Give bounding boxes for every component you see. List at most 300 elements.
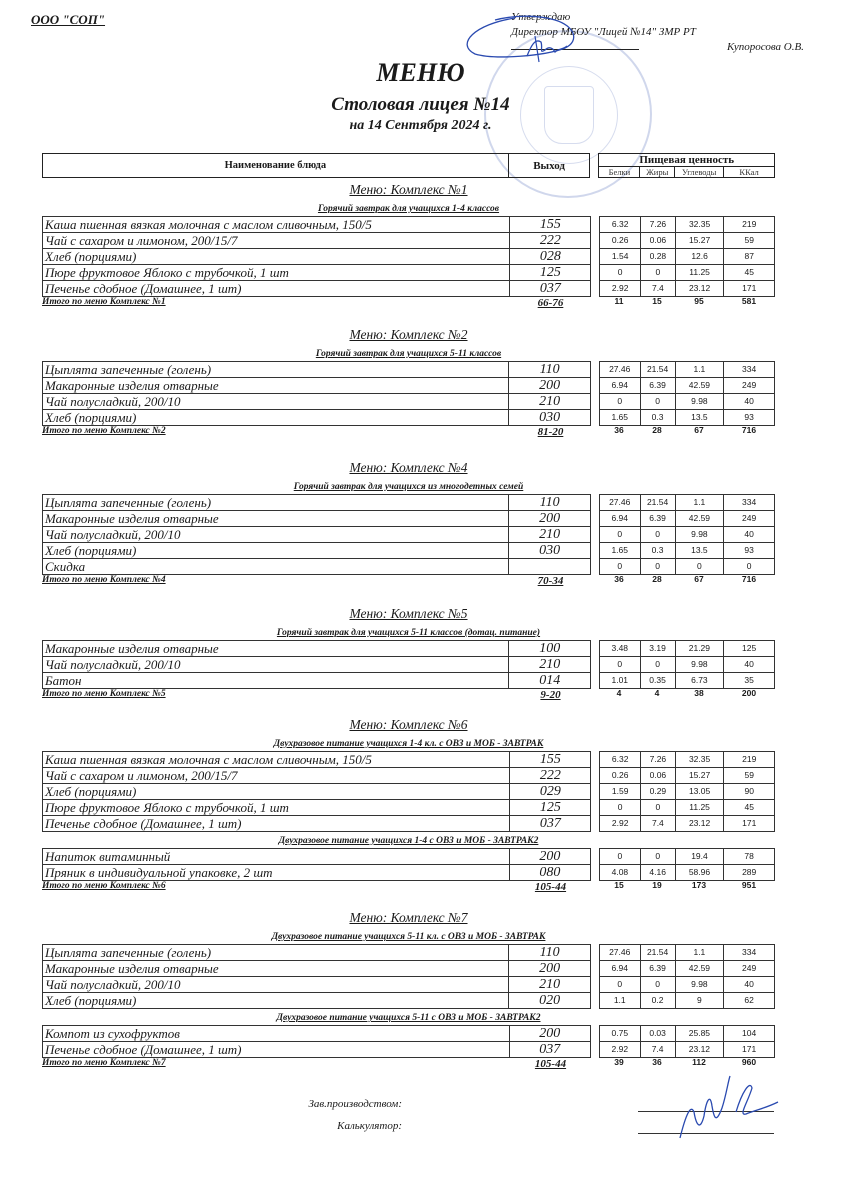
dish-output: 200 bbox=[509, 849, 590, 865]
dish-protein: 27.46 bbox=[599, 945, 640, 961]
table-row bbox=[43, 527, 775, 543]
dish-fat: 0 bbox=[640, 977, 675, 993]
menu-table bbox=[42, 216, 775, 297]
dish-fat: 0 bbox=[641, 265, 676, 281]
total-protein: 36 bbox=[614, 574, 624, 584]
dish-kcal: 249 bbox=[724, 961, 775, 977]
total-label: Итого по меню Комплекс №1 bbox=[42, 297, 166, 307]
group-title: Двухразовое питание учащихся 5-11 с ОВЗ и МОБ - ЗАВТРАК2 bbox=[276, 1013, 541, 1023]
dish-output: 210 bbox=[509, 977, 590, 993]
dish-output: 155 bbox=[510, 217, 591, 233]
column-gap bbox=[590, 543, 599, 559]
approval-signatory: Купоросова О.В. bbox=[727, 41, 804, 53]
dish-kcal: 93 bbox=[724, 543, 775, 559]
menu-table bbox=[42, 1025, 775, 1058]
dish-carbs: 15.27 bbox=[675, 768, 724, 784]
column-gap bbox=[590, 657, 599, 673]
dish-carbs: 1.1 bbox=[675, 495, 724, 511]
dish-carbs: 13.5 bbox=[675, 543, 724, 559]
total-label: Итого по меню Комплекс №4 bbox=[42, 575, 166, 585]
dish-carbs: 6.73 bbox=[675, 673, 724, 689]
column-header-protein: Белки bbox=[599, 167, 640, 178]
column-gap bbox=[591, 217, 600, 233]
menu-table bbox=[42, 944, 775, 1009]
dish-carbs: 15.27 bbox=[675, 233, 724, 249]
dish-fat: 7.26 bbox=[641, 217, 676, 233]
table-row bbox=[43, 233, 775, 249]
dish-protein: 6.94 bbox=[599, 961, 640, 977]
dish-carbs: 9.98 bbox=[675, 394, 724, 410]
dish-kcal: 40 bbox=[724, 394, 775, 410]
dish-kcal: 62 bbox=[724, 993, 775, 1009]
menu-section bbox=[42, 604, 775, 703]
column-gap bbox=[591, 849, 600, 865]
dish-kcal: 90 bbox=[724, 784, 775, 800]
column-gap bbox=[590, 394, 599, 410]
dish-protein: 1.54 bbox=[600, 249, 641, 265]
group-title: Горячий завтрак для учащихся из многодетных семей bbox=[293, 482, 524, 492]
total-fat: 19 bbox=[652, 880, 662, 890]
dish-fat: 7.4 bbox=[641, 281, 676, 297]
approval-line1: Утверждаю bbox=[511, 11, 571, 23]
column-gap bbox=[590, 410, 599, 426]
dish-name: Хлеб (порциями) bbox=[43, 410, 509, 426]
dish-output: 037 bbox=[510, 281, 591, 297]
dish-output: 222 bbox=[510, 233, 591, 249]
dish-fat: 6.39 bbox=[640, 961, 675, 977]
column-gap bbox=[590, 945, 599, 961]
total-protein: 36 bbox=[614, 425, 624, 435]
column-gap bbox=[590, 961, 599, 977]
table-row bbox=[43, 511, 775, 527]
dish-protein: 2.92 bbox=[600, 816, 641, 832]
table-row bbox=[43, 394, 775, 410]
menu-title: Меню: Комплекс №7 bbox=[349, 910, 468, 925]
dish-output: 110 bbox=[509, 362, 590, 378]
approval-line2: Директор МБОУ "Лицей №14" ЗМР РТ bbox=[511, 26, 696, 38]
dish-name: Чай полусладкий, 200/10 bbox=[43, 394, 509, 410]
dish-output: 080 bbox=[509, 865, 590, 881]
column-gap bbox=[590, 378, 599, 394]
dish-kcal: 87 bbox=[724, 249, 775, 265]
table-row bbox=[43, 543, 775, 559]
dish-carbs: 23.12 bbox=[675, 1042, 724, 1058]
dish-protein: 0.26 bbox=[600, 233, 641, 249]
table-row bbox=[43, 865, 775, 881]
table-row bbox=[43, 378, 775, 394]
dish-protein: 1.1 bbox=[599, 993, 640, 1009]
organization-name: ООО "СОП" bbox=[31, 12, 106, 27]
menu-title: Меню: Комплекс №6 bbox=[349, 717, 468, 732]
dish-carbs: 1.1 bbox=[675, 362, 724, 378]
total-kcal: 951 bbox=[741, 880, 757, 890]
total-fat: 36 bbox=[652, 1057, 662, 1067]
dish-kcal: 171 bbox=[724, 281, 775, 297]
dish-protein: 0 bbox=[600, 800, 641, 816]
page-date: на 14 Сентября 2024 г. bbox=[349, 118, 492, 133]
dish-fat: 0.3 bbox=[640, 410, 675, 426]
table-row bbox=[43, 362, 775, 378]
dish-name: Цыплята запеченные (голень) bbox=[43, 945, 509, 961]
dish-protein: 27.46 bbox=[599, 495, 640, 511]
group-title: Горячий завтрак для учащихся 5-11 классов (дотац. питание) bbox=[276, 628, 541, 638]
dish-fat: 7.4 bbox=[640, 1042, 675, 1058]
total-kcal: 716 bbox=[741, 425, 757, 435]
menu-table bbox=[42, 751, 775, 832]
dish-kcal: 334 bbox=[724, 945, 775, 961]
dish-fat: 0 bbox=[640, 527, 675, 543]
dish-kcal: 334 bbox=[724, 495, 775, 511]
menu-total-row bbox=[42, 881, 775, 895]
dish-output: 030 bbox=[509, 410, 590, 426]
dish-carbs: 9 bbox=[675, 993, 724, 1009]
column-gap bbox=[590, 495, 599, 511]
dish-output: 028 bbox=[510, 249, 591, 265]
dish-carbs: 42.59 bbox=[675, 511, 724, 527]
dish-output: 210 bbox=[509, 527, 590, 543]
dish-protein: 6.32 bbox=[600, 217, 641, 233]
dish-carbs: 23.12 bbox=[675, 816, 724, 832]
menu-total-row bbox=[42, 426, 775, 440]
column-gap bbox=[591, 768, 600, 784]
total-carbs: 67 bbox=[694, 425, 704, 435]
total-protein: 15 bbox=[614, 880, 624, 890]
dish-fat: 3.19 bbox=[640, 641, 675, 657]
column-header-kcal: ККал bbox=[724, 167, 775, 178]
dish-fat: 0 bbox=[640, 559, 675, 575]
total-kcal: 581 bbox=[741, 296, 757, 306]
production-head-label: Зав.производством: bbox=[308, 1098, 402, 1110]
menu-table bbox=[42, 494, 775, 575]
dish-name: Макаронные изделия отварные bbox=[43, 378, 509, 394]
dish-output: 030 bbox=[509, 543, 590, 559]
table-header bbox=[42, 153, 775, 178]
dish-output: 125 bbox=[510, 800, 591, 816]
dish-kcal: 219 bbox=[724, 752, 775, 768]
dish-protein: 2.92 bbox=[599, 1042, 640, 1058]
column-gap bbox=[591, 1042, 600, 1058]
dish-carbs: 0 bbox=[675, 559, 724, 575]
total-fat: 28 bbox=[652, 574, 662, 584]
dish-name: Чай полусладкий, 200/10 bbox=[43, 657, 509, 673]
dish-carbs: 42.59 bbox=[675, 378, 724, 394]
dish-name: Печенье сдобное (Домашнее, 1 шт) bbox=[43, 281, 510, 297]
dish-protein: 6.94 bbox=[599, 378, 640, 394]
dish-kcal: 35 bbox=[724, 673, 775, 689]
total-fat: 28 bbox=[652, 425, 662, 435]
table-row bbox=[43, 641, 775, 657]
menu-total-row bbox=[42, 1058, 775, 1072]
dish-kcal: 171 bbox=[724, 816, 775, 832]
menu-title: Меню: Комплекс №4 bbox=[349, 460, 468, 475]
dish-kcal: 249 bbox=[724, 511, 775, 527]
column-gap bbox=[590, 154, 599, 178]
dish-fat: 0.28 bbox=[641, 249, 676, 265]
dish-kcal: 104 bbox=[724, 1026, 775, 1042]
column-gap bbox=[591, 752, 600, 768]
dish-name: Компот из сухофруктов bbox=[43, 1026, 510, 1042]
dish-fat: 0.06 bbox=[641, 233, 676, 249]
table-row bbox=[43, 410, 775, 426]
dish-name: Пюре фруктовое Яблоко с трубочкой, 1 шт bbox=[43, 265, 510, 281]
total-kcal: 960 bbox=[741, 1057, 757, 1067]
dish-fat: 0.06 bbox=[641, 768, 676, 784]
total-carbs: 95 bbox=[694, 296, 704, 306]
table-row bbox=[43, 977, 775, 993]
total-price: 105-44 bbox=[534, 1058, 567, 1070]
table-row bbox=[43, 673, 775, 689]
dish-name: Чай полусладкий, 200/10 bbox=[43, 977, 509, 993]
total-fat: 4 bbox=[654, 688, 660, 698]
table-row bbox=[43, 784, 775, 800]
dish-fat: 0.3 bbox=[640, 543, 675, 559]
dish-kcal: 93 bbox=[724, 410, 775, 426]
total-label: Итого по меню Комплекс №6 bbox=[42, 881, 166, 891]
dish-protein: 0 bbox=[600, 849, 641, 865]
dish-carbs: 25.85 bbox=[675, 1026, 724, 1042]
menu-section bbox=[42, 180, 775, 311]
dish-carbs: 11.25 bbox=[675, 800, 724, 816]
column-header-output: Выход bbox=[508, 154, 590, 178]
dish-name: Чай с сахаром и лимоном, 200/15/7 bbox=[43, 233, 510, 249]
dish-protein: 0 bbox=[599, 527, 640, 543]
dish-name: Макаронные изделия отварные bbox=[43, 961, 509, 977]
dish-output: 200 bbox=[509, 961, 590, 977]
dish-protein: 3.48 bbox=[599, 641, 640, 657]
director-signature-icon bbox=[455, 6, 595, 66]
column-gap bbox=[591, 233, 600, 249]
column-header-fat: Жиры bbox=[640, 167, 675, 178]
menu-total-row bbox=[42, 689, 775, 703]
dish-kcal: 45 bbox=[724, 265, 775, 281]
dish-protein: 0.26 bbox=[600, 768, 641, 784]
menu-section bbox=[42, 715, 775, 895]
production-head-signature-icon bbox=[670, 1072, 780, 1142]
table-row bbox=[43, 1042, 775, 1058]
column-gap bbox=[590, 977, 599, 993]
dish-fat: 6.39 bbox=[640, 511, 675, 527]
total-price: 105-44 bbox=[534, 881, 567, 893]
group-title: Двухразовое питание учащихся 1-4 с ОВЗ и МОБ - ЗАВТРАК2 bbox=[278, 836, 539, 846]
dish-output: 110 bbox=[509, 495, 590, 511]
dish-fat: 0 bbox=[640, 849, 675, 865]
total-price: 81-20 bbox=[537, 426, 564, 438]
column-gap bbox=[590, 511, 599, 527]
dish-name: Чай с сахаром и лимоном, 200/15/7 bbox=[43, 768, 510, 784]
dish-kcal: 219 bbox=[724, 217, 775, 233]
dish-kcal: 171 bbox=[724, 1042, 775, 1058]
dish-carbs: 21.29 bbox=[675, 641, 724, 657]
dish-fat: 21.54 bbox=[640, 362, 675, 378]
menu-title: Меню: Комплекс №2 bbox=[349, 327, 468, 342]
dish-carbs: 32.35 bbox=[675, 217, 724, 233]
dish-name: Цыплята запеченные (голень) bbox=[43, 495, 509, 511]
dish-output: 210 bbox=[509, 394, 590, 410]
dish-kcal: 0 bbox=[724, 559, 775, 575]
table-row bbox=[43, 265, 775, 281]
table-row bbox=[43, 217, 775, 233]
dish-protein: 27.46 bbox=[599, 362, 640, 378]
menu-title: Меню: Комплекс №1 bbox=[349, 182, 468, 197]
total-price: 70-34 bbox=[537, 575, 564, 587]
dish-protein: 0.75 bbox=[599, 1026, 640, 1042]
menu-table bbox=[42, 640, 775, 689]
dish-protein: 0 bbox=[599, 977, 640, 993]
dish-output: 014 bbox=[509, 673, 590, 689]
total-label: Итого по меню Комплекс №5 bbox=[42, 689, 166, 699]
page-subtitle: Столовая лицея №14 bbox=[331, 94, 510, 115]
dish-output: 037 bbox=[509, 1042, 590, 1058]
dish-carbs: 9.98 bbox=[675, 977, 724, 993]
dish-fat: 21.54 bbox=[640, 495, 675, 511]
dish-fat: 7.26 bbox=[641, 752, 676, 768]
dish-kcal: 125 bbox=[724, 641, 775, 657]
dish-output bbox=[509, 559, 590, 575]
total-label: Итого по меню Комплекс №7 bbox=[42, 1058, 166, 1068]
total-carbs: 173 bbox=[691, 880, 707, 890]
column-gap bbox=[590, 559, 599, 575]
total-fat: 15 bbox=[652, 296, 662, 306]
dish-name: Цыплята запеченные (голень) bbox=[43, 362, 509, 378]
total-protein: 4 bbox=[616, 688, 622, 698]
column-gap bbox=[590, 673, 599, 689]
dish-kcal: 59 bbox=[724, 768, 775, 784]
column-gap bbox=[591, 1026, 600, 1042]
menu-total-row bbox=[42, 297, 775, 311]
column-gap bbox=[591, 784, 600, 800]
dish-protein: 1.59 bbox=[600, 784, 641, 800]
dish-protein: 4.08 bbox=[600, 865, 641, 881]
table-row bbox=[43, 249, 775, 265]
table-row bbox=[43, 993, 775, 1009]
dish-name: Печенье сдобное (Домашнее, 1 шт) bbox=[43, 1042, 510, 1058]
dish-carbs: 42.59 bbox=[675, 961, 724, 977]
dish-kcal: 249 bbox=[724, 378, 775, 394]
dish-carbs: 1.1 bbox=[675, 945, 724, 961]
dish-name: Батон bbox=[43, 673, 509, 689]
table-row bbox=[43, 768, 775, 784]
dish-carbs: 23.12 bbox=[675, 281, 724, 297]
dish-fat: 7.4 bbox=[641, 816, 676, 832]
dish-protein: 1.01 bbox=[599, 673, 640, 689]
menu-section bbox=[42, 908, 775, 1072]
dish-output: 037 bbox=[510, 816, 591, 832]
total-protein: 11 bbox=[614, 296, 624, 306]
dish-name: Хлеб (порциями) bbox=[43, 249, 510, 265]
dish-kcal: 334 bbox=[724, 362, 775, 378]
dish-protein: 2.92 bbox=[600, 281, 641, 297]
dish-fat: 0.2 bbox=[640, 993, 675, 1009]
dish-name: Напиток витаминный bbox=[43, 849, 510, 865]
total-carbs: 38 bbox=[694, 688, 704, 698]
dish-protein: 6.94 bbox=[599, 511, 640, 527]
total-kcal: 716 bbox=[741, 574, 757, 584]
column-gap bbox=[590, 641, 599, 657]
dish-kcal: 45 bbox=[724, 800, 775, 816]
dish-output: 110 bbox=[509, 945, 590, 961]
dish-protein: 0 bbox=[599, 657, 640, 673]
table-row bbox=[43, 1026, 775, 1042]
column-header-name: Наименование блюда bbox=[43, 154, 509, 178]
dish-name: Хлеб (порциями) bbox=[43, 993, 509, 1009]
column-gap bbox=[590, 527, 599, 543]
page-title: МЕНЮ bbox=[376, 58, 465, 87]
column-gap bbox=[591, 816, 600, 832]
column-gap bbox=[590, 362, 599, 378]
dish-fat: 0.35 bbox=[640, 673, 675, 689]
column-gap bbox=[591, 249, 600, 265]
dish-name: Скидка bbox=[43, 559, 509, 575]
menu-total-row bbox=[42, 575, 775, 589]
table-row bbox=[43, 945, 775, 961]
dish-kcal: 40 bbox=[724, 527, 775, 543]
dish-output: 200 bbox=[509, 1026, 590, 1042]
dish-output: 200 bbox=[509, 378, 590, 394]
group-title: Горячий завтрак для учащихся 5-11 классов bbox=[315, 349, 502, 359]
menu-table bbox=[42, 361, 775, 426]
table-row bbox=[43, 816, 775, 832]
calculator-label: Калькулятор: bbox=[337, 1120, 402, 1132]
total-carbs: 67 bbox=[694, 574, 704, 584]
total-kcal: 200 bbox=[741, 688, 757, 698]
dish-fat: 0 bbox=[640, 394, 675, 410]
table-row bbox=[43, 849, 775, 865]
dish-carbs: 32.35 bbox=[675, 752, 724, 768]
menu-table bbox=[42, 848, 775, 881]
dish-carbs: 13.5 bbox=[675, 410, 724, 426]
table-row bbox=[43, 752, 775, 768]
dish-kcal: 40 bbox=[724, 977, 775, 993]
column-gap bbox=[591, 800, 600, 816]
dish-carbs: 19.4 bbox=[675, 849, 724, 865]
dish-name: Пюре фруктовое Яблоко с трубочкой, 1 шт bbox=[43, 800, 510, 816]
dish-name: Чай полусладкий, 200/10 bbox=[43, 527, 509, 543]
column-header-nutrition: Пищевая ценность bbox=[599, 154, 775, 167]
dish-kcal: 78 bbox=[724, 849, 775, 865]
dish-name: Каша пшенная вязкая молочная с маслом сливочным, 150/5 bbox=[43, 217, 510, 233]
table-row bbox=[43, 800, 775, 816]
dish-fat: 0 bbox=[641, 800, 676, 816]
dish-fat: 0.29 bbox=[641, 784, 676, 800]
dish-carbs: 11.25 bbox=[675, 265, 724, 281]
dish-carbs: 13.05 bbox=[675, 784, 724, 800]
total-price: 9-20 bbox=[540, 689, 561, 701]
dish-carbs: 9.98 bbox=[675, 657, 724, 673]
dish-protein: 0 bbox=[599, 559, 640, 575]
menu-section bbox=[42, 458, 775, 589]
dish-output: 210 bbox=[509, 657, 590, 673]
dish-protein: 1.65 bbox=[599, 410, 640, 426]
menu-title: Меню: Комплекс №5 bbox=[349, 606, 468, 621]
dish-name: Хлеб (порциями) bbox=[43, 784, 510, 800]
dish-output: 029 bbox=[510, 784, 591, 800]
table-row bbox=[43, 559, 775, 575]
table-row bbox=[43, 281, 775, 297]
dish-name: Печенье сдобное (Домашнее, 1 шт) bbox=[43, 816, 510, 832]
dish-name: Каша пшенная вязкая молочная с маслом сливочным, 150/5 bbox=[43, 752, 510, 768]
dish-output: 222 bbox=[510, 768, 591, 784]
column-gap bbox=[591, 281, 600, 297]
group-title: Двухразовое питание учащихся 5-11 кл. с ОВЗ и МОБ - ЗАВТРАК bbox=[271, 932, 546, 942]
dish-output: 125 bbox=[510, 265, 591, 281]
group-title: Горячий завтрак для учащихся 1-4 классов bbox=[317, 204, 500, 214]
table-row bbox=[43, 495, 775, 511]
dish-output: 020 bbox=[509, 993, 590, 1009]
dish-kcal: 40 bbox=[724, 657, 775, 673]
column-gap bbox=[591, 265, 600, 281]
column-gap bbox=[590, 993, 599, 1009]
column-gap bbox=[591, 865, 600, 881]
